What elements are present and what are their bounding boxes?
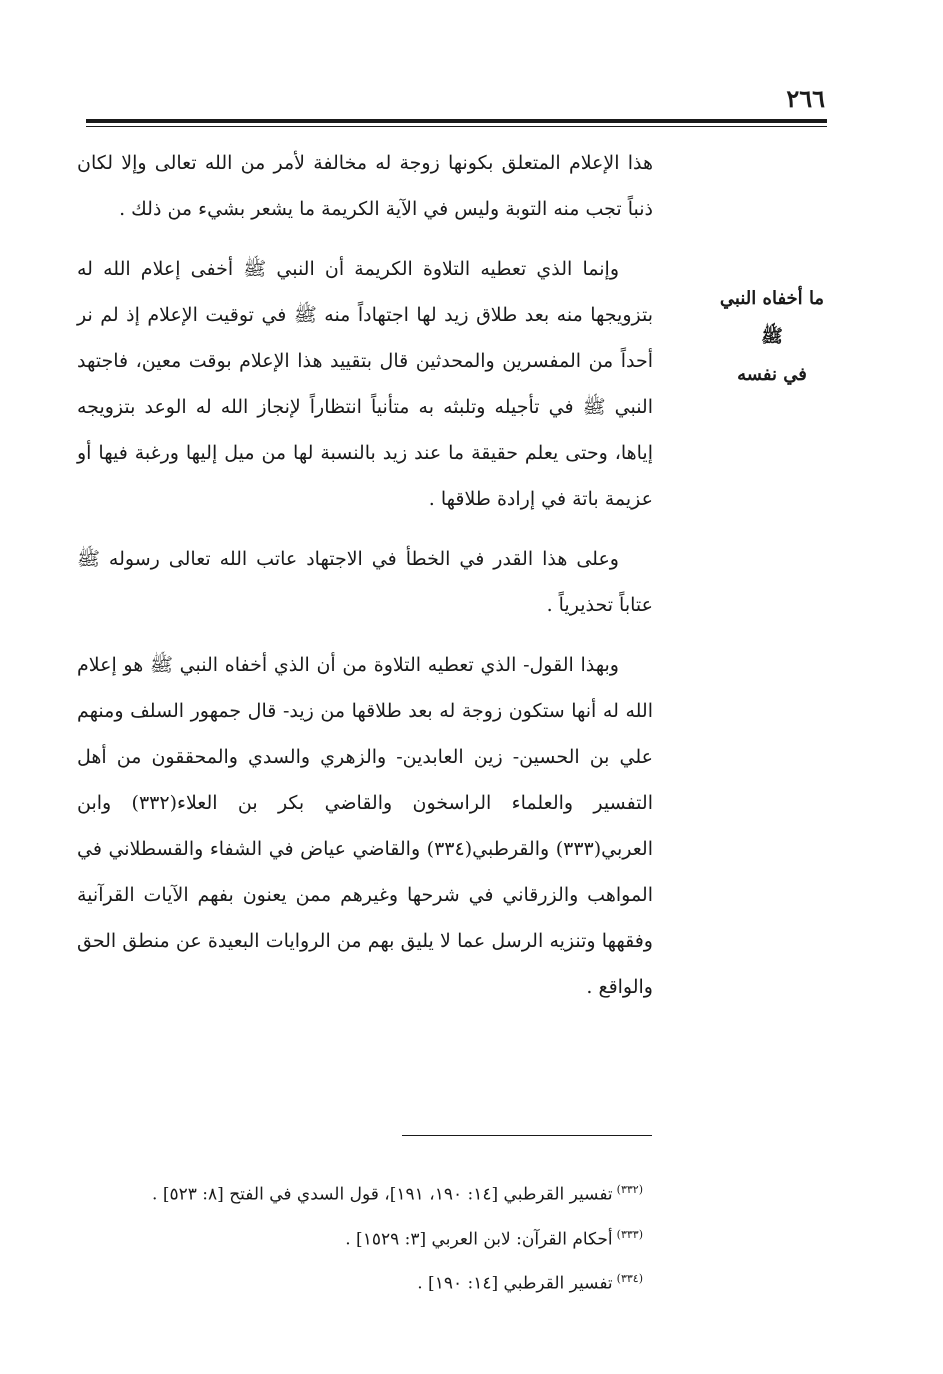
footnote-separator	[402, 1135, 652, 1136]
footnote-334	[83, 1259, 643, 1304]
main-text	[77, 140, 653, 1010]
footnote-text: أحكام القرآن: لابن العربي [٣: ١٥٢٩] .	[345, 1229, 613, 1250]
paragraph-1: هذا الإعلام المتعلق بكونها زوجة له مخالفة لأمر من الله تعالى وإلا لكان ذنباً تجب منه التوبة وليس في الآية الكريمة ما يشعر بشيء من ذلك .	[77, 152, 653, 220]
footnote-number: (٣٣٢)	[616, 1183, 643, 1196]
page-number: ٢٦٦	[786, 84, 825, 113]
header-rule-thick	[86, 119, 827, 123]
paragraph-3: وعلى هذا القدر في الخطأ في الاجتهاد عاتب الله تعالى رسوله ﷺ عتاباً تحذيرياً .	[77, 548, 653, 616]
margin-heading	[717, 280, 827, 394]
footnotes	[83, 1170, 643, 1304]
footnote-number: (٣٣٣)	[616, 1227, 643, 1241]
footnote-number: (٣٣٤)	[616, 1272, 643, 1286]
footnote-333	[83, 1215, 643, 1260]
footnote-text: تفسير القرطبي [١٤: ١٩٠، ١٩١]، قول السدي في الفتح [٨: ٥٢٣] .	[152, 1184, 613, 1205]
paragraph-2: وإنما الذي تعطيه التلاوة الكريمة أن النبي ﷺ أخفى إعلام الله له بتزويجها منه بعد طلاق زيد لها اجتهاداً منه ﷺ في توقيت الإعلام إذ لم نر أحداً من المفسرين والمحدثين قال بتقييد هذا الإعلام بوقت معين، فاجتهد النبي ﷺ في تأجيله وتلبثه به متأنياً انتظاراً لإنجاز الله له الوعد بتزويجه إياها، وحتى يعلم حقيقة ما عند زيد بالنسبة لها من ميل إليها ورغبة فيها أو عزيمة باتة في إرادة طلاقها .	[77, 258, 653, 510]
margin-heading-line-2: ﷺ	[761, 326, 783, 347]
margin-heading-line-1: ما أخفاه النبي	[719, 288, 825, 309]
header-rule-thin	[86, 126, 827, 127]
paragraph-4: وبهذا القول- الذي تعطيه التلاوة من أن الذي أخفاه النبي ﷺ هو إعلام الله له أنها ستكون زوجة له بعد طلاقها من زيد- قال جمهور السلف ومنهم علي بن الحسين- زين العابدين- والزهري والسدي والمحققون من أهل التفسير والعلماء الراسخون والقاضي بكر بن العلاء(٣٣٢) وابن العربي(٣٣٣) والقرطبي(٣٣٤) والقاضي عياض في الشفاء والقسطلاني في المواهب والزرقاني في شرحها وغيرهم ممن يعنون بفهم الآيات القرآنية وفقهها وتنزيه الرسل عما لا يليق بهم من الروايات البعيدة عن منطق الحق والواقع .	[77, 654, 653, 998]
footnote-text: تفسير القرطبي [١٤: ١٩٠] .	[417, 1273, 613, 1294]
footnote-332	[83, 1170, 643, 1215]
margin-heading-line-3: في نفسه	[737, 364, 807, 385]
